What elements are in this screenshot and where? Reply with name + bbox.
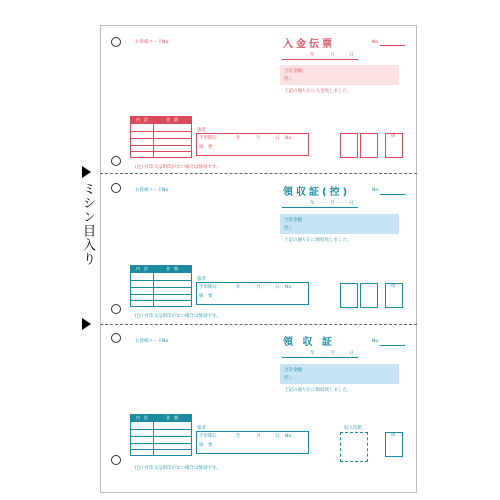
date-month: 月 — [330, 53, 335, 58]
binding-hole — [111, 183, 121, 193]
customer-code-label: お客様コードNo. — [135, 339, 170, 344]
check-month: 月 — [256, 434, 261, 439]
check-date-label: 手形期日 — [199, 434, 217, 439]
check-day: 日 — [275, 285, 280, 290]
amount-header: 金 額 — [166, 266, 178, 271]
amount-box — [280, 364, 399, 384]
note-text: (注) 社印又は領印がない場合は無効です。 — [135, 314, 221, 319]
date-day: 日 — [349, 201, 354, 206]
slip-number-line — [380, 345, 405, 346]
check-year: 年 — [236, 434, 241, 439]
stamp-label: 係 — [391, 433, 396, 438]
slip-title: 領収証(控) — [283, 187, 351, 198]
note-text: (注) 社印又は領印がない場合は無効です。 — [135, 466, 221, 471]
received-text: 上記の通り正に入金致しました。 — [284, 89, 352, 94]
amount-header: 金 額 — [166, 117, 178, 122]
received-text: 上記の通り正に領収致しました。 — [284, 238, 352, 243]
check-year: 年 — [236, 136, 241, 141]
revenue-stamp-box — [340, 432, 368, 462]
binding-hole — [111, 304, 121, 314]
approval-box — [360, 133, 378, 158]
handler-label: 扱者 — [197, 277, 206, 282]
approval-box — [340, 283, 358, 308]
perforation-arrow-bottom-icon — [82, 318, 91, 330]
summary-label: 摘 要 — [199, 443, 213, 448]
breakdown-table — [130, 265, 192, 307]
amount-header: 金 額 — [166, 415, 178, 420]
slip-number-line — [380, 45, 405, 46]
perforation-line-2 — [100, 324, 417, 325]
breakdown-header: 内 訳 — [136, 266, 148, 271]
check-month: 月 — [256, 136, 261, 141]
date-line — [282, 59, 358, 60]
slip-number-label: No. — [372, 339, 380, 344]
date-year: 年 — [310, 201, 315, 206]
tadashi-label: 但し — [284, 226, 293, 231]
binding-hole — [111, 37, 121, 47]
amount-box — [280, 214, 399, 234]
slip-number-label: No. — [372, 188, 380, 193]
amount-label: 合計金額 — [284, 69, 302, 74]
date-line — [282, 357, 358, 358]
summary-label: 摘 要 — [199, 294, 213, 299]
handler-label: 扱者 — [197, 128, 206, 133]
check-year: 年 — [236, 285, 241, 290]
binding-hole — [111, 333, 121, 343]
check-no: No. — [285, 434, 293, 439]
breakdown-table — [130, 414, 192, 456]
date-month: 月 — [330, 201, 335, 206]
received-text: 上記の通り正に領収致しました。 — [284, 388, 352, 393]
check-no: No. — [285, 136, 293, 141]
customer-code-label: お客様コードNo. — [135, 40, 170, 45]
tadashi-label: 但し — [284, 376, 293, 381]
date-year: 年 — [310, 53, 315, 58]
revenue-stamp-label: 収入印紙 — [344, 426, 362, 431]
date-day: 日 — [349, 351, 354, 356]
breakdown-header: 内 訳 — [136, 415, 148, 420]
date-day: 日 — [349, 53, 354, 58]
perforation-line-1 — [100, 173, 417, 174]
check-date-label: 手形期日 — [199, 136, 217, 141]
check-day: 日 — [275, 434, 280, 439]
perforation-arrow-top-icon — [82, 166, 91, 178]
check-month: 月 — [256, 285, 261, 290]
perforation-label: ミシン目入り — [80, 182, 95, 266]
stamp-label: 係 — [391, 134, 396, 139]
note-text: (注) 社印又は領印がない場合は無効です。 — [135, 165, 221, 170]
amount-box — [280, 65, 399, 85]
date-line — [282, 207, 358, 208]
approval-box — [360, 283, 378, 308]
check-no: No. — [285, 285, 293, 290]
date-year: 年 — [310, 351, 315, 356]
check-day: 日 — [275, 136, 280, 141]
breakdown-header: 内 訳 — [136, 117, 148, 122]
tadashi-label: 但し — [284, 77, 293, 82]
customer-code-label: お客様コードNo. — [135, 188, 170, 193]
amount-label: 合計金額 — [284, 368, 302, 373]
binding-hole — [111, 156, 121, 166]
summary-label: 摘 要 — [199, 145, 213, 150]
amount-label: 合計金額 — [284, 218, 302, 223]
date-month: 月 — [330, 351, 335, 356]
breakdown-table — [130, 116, 192, 158]
approval-box — [340, 133, 358, 158]
check-date-label: 手形期日 — [199, 285, 217, 290]
slip-title: 領 収 証 — [283, 337, 335, 348]
stamp-label: 係 — [391, 284, 396, 289]
binding-hole — [111, 455, 121, 465]
slip-number-label: No. — [372, 40, 380, 45]
handler-label: 扱者 — [197, 426, 206, 431]
slip-number-line — [380, 194, 405, 195]
slip-title: 入金伝票 — [283, 39, 335, 50]
